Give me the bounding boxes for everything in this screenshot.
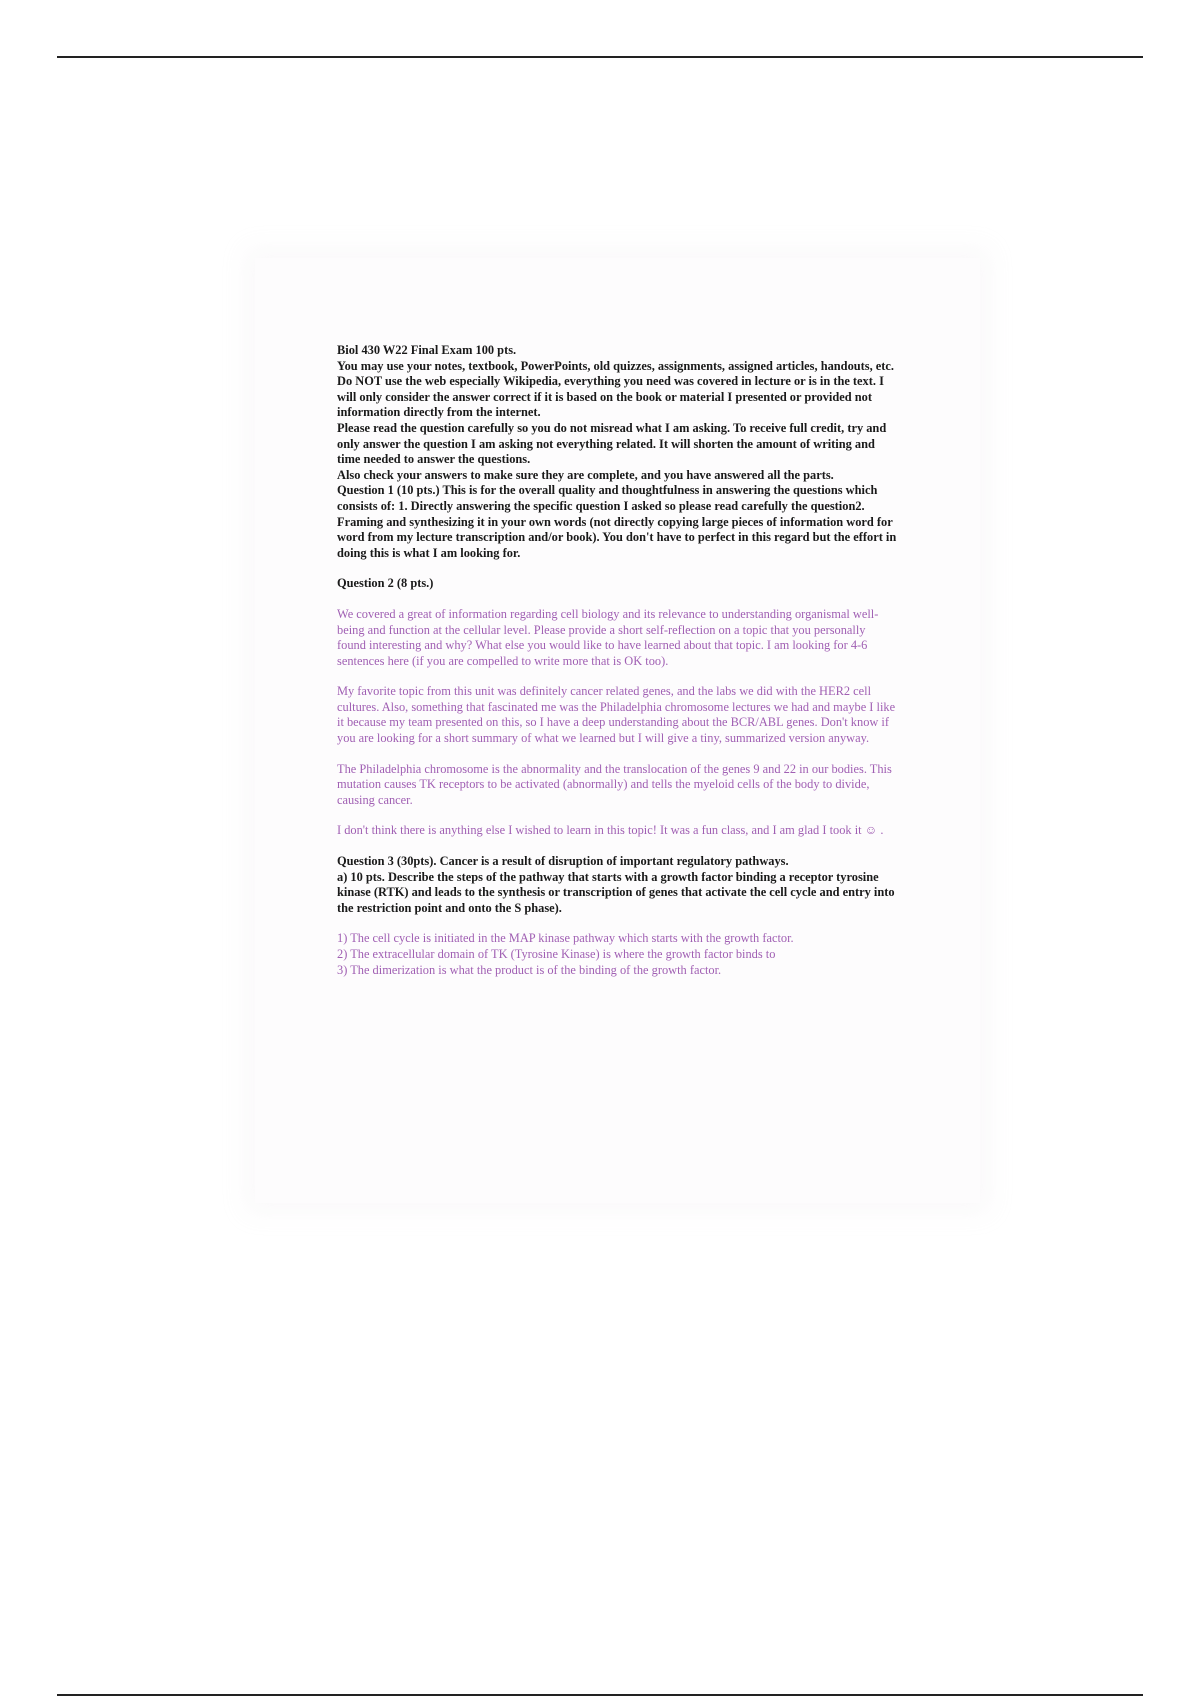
instructions-paragraph-3: Also check your answers to make sure they are complete, and you have answered all the parts. (337, 467, 834, 482)
instructions-paragraph-1: You may use your notes, textbook, PowerPoints, old quizzes, assignments, assigned articles, handouts, etc. Do NOT use the web especially Wikipedia, everything you need was covered in lecture or is in the text. I will only consider the answer correct if it is based on the book or material I presented or provided not information directly from the internet. (337, 358, 895, 420)
instructions-paragraph-2: Please read the question carefully so you do not misread what I am asking. To receive full credit, try and only answer the question I am asking not everything related. It will shorten the amount of writing and time needed to answer the questions. (337, 420, 887, 467)
bottom-rule (57, 1694, 1143, 1696)
question-3-heading: Question 3 (30pts). Cancer is a result of disruption of important regulatory pathways. (337, 854, 789, 869)
question-3-answer-step-3: 3) The dimerization is what the product is of the binding of the growth factor. (337, 962, 722, 977)
question-2-prompt: We covered a great of information regarding cell biology and its relevance to understanding organismal well-being and function at the cellular level. Please provide a short self-reflection on a topic that you personally found interesting and why? What else you would like to have learned about that topic. I am looking for 4-6 sentences here (if you are compelled to write more that is OK too). (337, 606, 879, 668)
exam-text (337, 343, 897, 978)
question-1: Question 1 (10 pts.) This is for the overall quality and thoughtfulness in answering the questions which consists of: 1. Directly answering the specific question I asked so please read carefully the question2. Framing and synthesizing it in your own words (not directly copying large pieces of information word for word from my lecture transcription and/or book). You don't have to perfect in this regard but the effort in doing this is what I am looking for. (337, 483, 897, 560)
question-3-answer-step-2: 2) The extracellular domain of TK (Tyrosine Kinase) is where the growth factor binds to (337, 947, 776, 961)
question-2-answer-paragraph-1: My favorite topic from this unit was definitely cancer related genes, and the labs we did with the HER2 cell cultures. Also, something that fascinated me was the Philadelphia chromosome lectures we had and maybe I like it because my team presented on this, so I have a deep understanding about the BCR/ABL genes. Don't know if you are looking for a short summary of what we learned but I will give a tiny, summarized version anyway. (337, 684, 896, 746)
question-2-answer-paragraph-3: I don't think there is anything else I wished to learn in this topic! It was a fun class, and I am glad I took it ☺ . (337, 823, 884, 838)
exam-header: Biol 430 W22 Final Exam 100 pts. (337, 343, 517, 357)
question-3-answer-step-1: 1) The cell cycle is initiated in the MAP kinase pathway which starts with the growth factor. (337, 931, 794, 946)
question-2-answer-paragraph-2: The Philadelphia chromosome is the abnormality and the translocation of the genes 9 and 22 in our bodies. This mutation causes TK receptors to be activated (abnormally) and tells the myeloid cells of the body to divide, causing cancer. (337, 761, 892, 807)
question-3-part-a: a) 10 pts. Describe the steps of the pathway that starts with a growth factor binding a receptor tyrosine kinase (RTK) and leads to the synthesis or transcription of genes that activate the cell cycle and entry into the restriction point and onto the S phase). (337, 869, 895, 915)
top-rule (57, 56, 1143, 58)
question-2-heading: Question 2 (8 pts.) (337, 576, 434, 591)
